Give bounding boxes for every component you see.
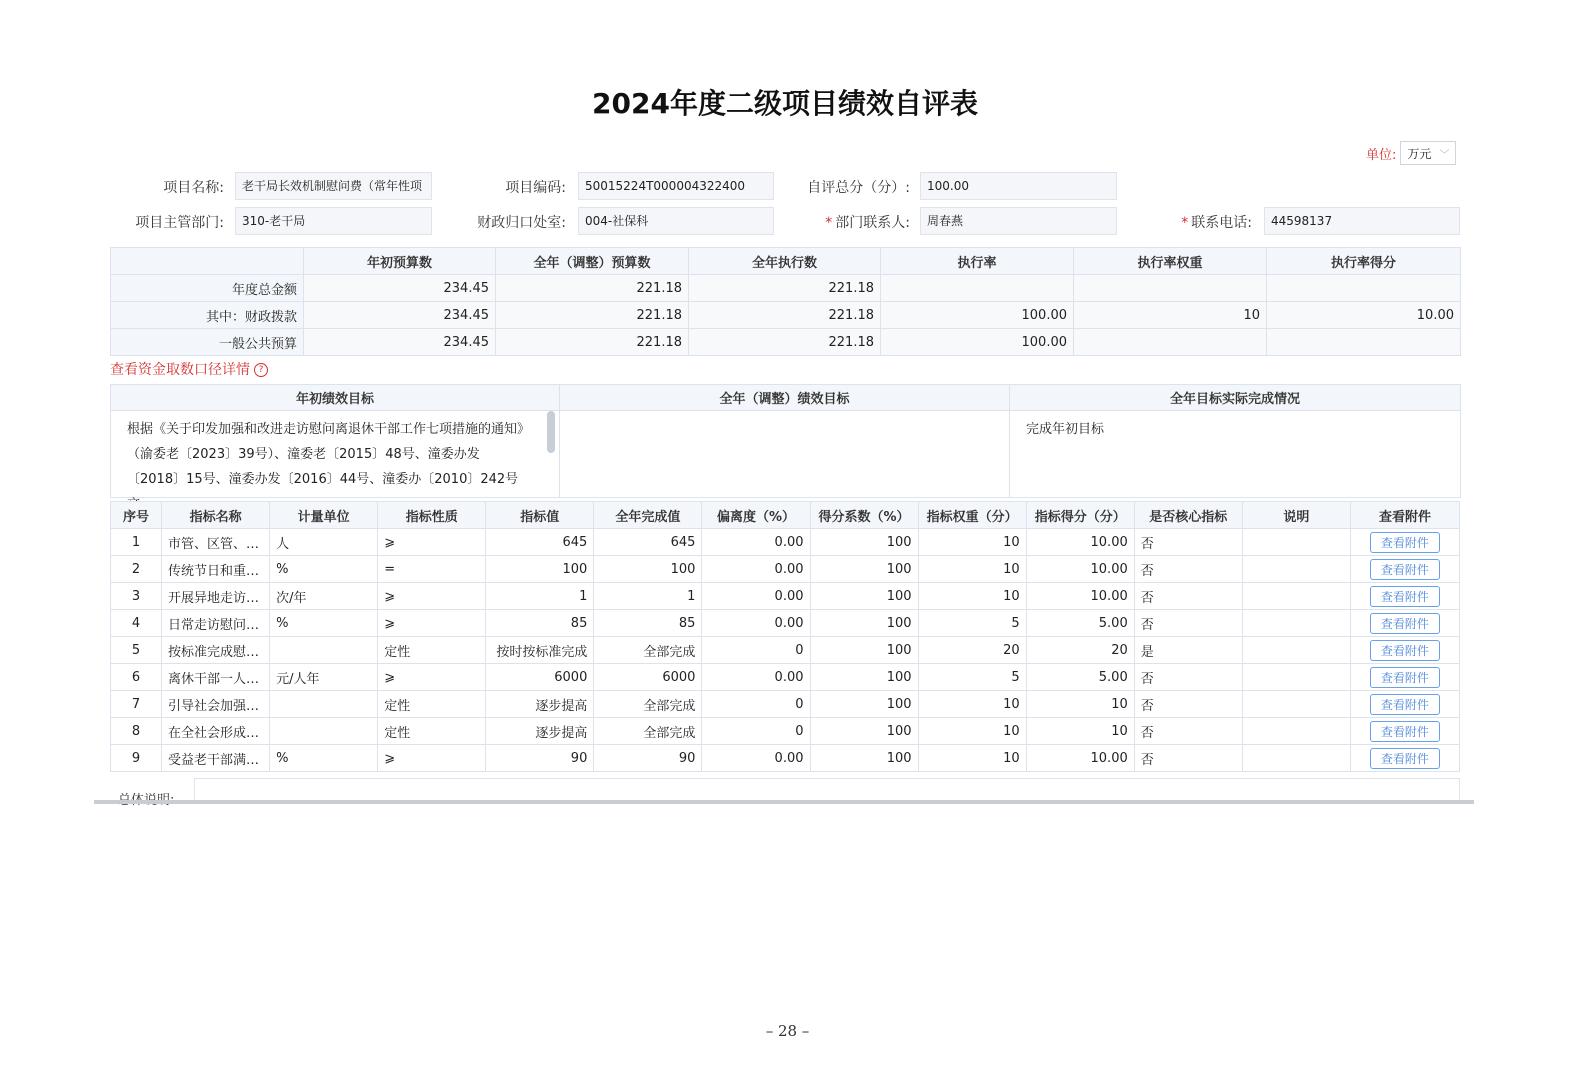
budget-cell: 221.18 — [689, 275, 881, 302]
fund-details-link-text: 查看资金取数口径详情 — [110, 362, 250, 378]
indicator-score-cell: 10 — [1026, 691, 1134, 718]
indicator-name-cell: 开展异地走访… — [162, 583, 270, 610]
indicator-nature-cell: = — [378, 556, 486, 583]
indicator-core-cell: 否 — [1134, 556, 1242, 583]
indicator-dev-cell: 0.00 — [702, 745, 810, 772]
budget-header: 全年（调整）预算数 — [496, 248, 689, 275]
indicator-nature-cell: ⩾ — [378, 583, 486, 610]
indicator-done-cell: 90 — [594, 745, 702, 772]
indicator-nature-cell: 定性 — [378, 691, 486, 718]
indicator-dev-cell: 0.00 — [702, 610, 810, 637]
indicator-header: 指标值 — [486, 502, 594, 529]
project-code-label: 项目编码: — [505, 180, 566, 196]
budget-cell — [1267, 275, 1461, 302]
indicator-header: 指标权重（分） — [918, 502, 1026, 529]
indicator-core-cell: 否 — [1134, 691, 1242, 718]
indicator-weight-cell: 10 — [918, 745, 1026, 772]
contact-field[interactable]: 周春燕 — [920, 207, 1117, 235]
unit-dropdown[interactable] — [1400, 141, 1456, 165]
attachment-cell — [1350, 610, 1459, 637]
indicator-done-cell: 全部完成 — [594, 637, 702, 664]
contact-label-text: 部门联系人: — [835, 215, 910, 231]
indicator-unit-cell — [270, 637, 378, 664]
budget-cell: 10 — [1074, 302, 1267, 329]
indicator-header: 序号 — [111, 502, 162, 529]
unit-value: 万元 — [1407, 146, 1432, 161]
indicator-note-cell — [1242, 664, 1350, 691]
indicator-header: 偏离度（%） — [702, 502, 810, 529]
indicator-weight-cell: 10 — [918, 691, 1026, 718]
indicator-score-cell: 5.00 — [1026, 664, 1134, 691]
indicator-header: 指标性质 — [378, 502, 486, 529]
indicator-name-cell: 市管、区管、… — [162, 529, 270, 556]
indicator-note-cell — [1242, 556, 1350, 583]
budget-cell: 100.00 — [881, 329, 1074, 356]
attachment-cell — [1350, 745, 1459, 772]
budget-cell: 10.00 — [1267, 302, 1461, 329]
indicator-nature-cell: ⩾ — [378, 745, 486, 772]
indicator-header: 查看附件 — [1350, 502, 1459, 529]
goals-header: 全年目标实际完成情况 — [1010, 385, 1461, 411]
department-field[interactable]: 310-老干局 — [235, 207, 432, 235]
indicator-nature-cell: 定性 — [378, 718, 486, 745]
indicator-score-cell: 20 — [1026, 637, 1134, 664]
budget-header: 全年执行数 — [689, 248, 881, 275]
goal-scrollbar[interactable] — [547, 411, 555, 453]
indicator-coef-cell: 100 — [810, 556, 918, 583]
indicator-core-cell: 是 — [1134, 637, 1242, 664]
indicator-nature-cell: ⩾ — [378, 529, 486, 556]
indicator-name-cell: 引导社会加强… — [162, 691, 270, 718]
indicator-done-cell: 6000 — [594, 664, 702, 691]
actual-completion-cell[interactable]: 完成年初目标 — [1010, 411, 1461, 498]
indicator-unit-cell: % — [270, 745, 378, 772]
indicator-row — [111, 745, 1460, 772]
indicator-core-cell: 否 — [1134, 745, 1242, 772]
indicator-no-cell: 7 — [111, 691, 162, 718]
finance-office-label: 财政归口处室: — [477, 215, 566, 231]
budget-cell: 221.18 — [689, 302, 881, 329]
indicator-done-cell: 85 — [594, 610, 702, 637]
budget-cell: 221.18 — [496, 302, 689, 329]
chevron-down-icon: ﹀ — [1439, 149, 1450, 161]
indicator-unit-cell: 次/年 — [270, 583, 378, 610]
attachment-cell — [1350, 664, 1459, 691]
indicator-header: 是否核心指标 — [1134, 502, 1242, 529]
project-name-label: 项目名称: — [163, 180, 224, 196]
indicator-score-cell: 10.00 — [1026, 529, 1134, 556]
question-icon: ? — [254, 363, 268, 377]
indicator-note-cell — [1242, 583, 1350, 610]
budget-header: 执行率得分 — [1267, 248, 1461, 275]
indicator-coef-cell: 100 — [810, 664, 918, 691]
budget-cell: 一般公共预算 — [111, 329, 304, 356]
indicator-unit-cell — [270, 691, 378, 718]
indicator-row — [111, 691, 1460, 718]
phone-field[interactable]: 44598137 — [1264, 207, 1460, 235]
indicator-coef-cell: 100 — [810, 691, 918, 718]
indicator-row — [111, 718, 1460, 745]
indicator-no-cell: 9 — [111, 745, 162, 772]
budget-header: 执行率 — [881, 248, 1074, 275]
indicator-row — [111, 556, 1460, 583]
indicator-dev-cell: 0 — [702, 637, 810, 664]
indicator-score-cell: 10 — [1026, 718, 1134, 745]
indicators-header-row — [111, 502, 1460, 529]
indicator-weight-cell: 10 — [918, 529, 1026, 556]
goals-row — [111, 411, 1461, 498]
indicator-header: 计量单位 — [270, 502, 378, 529]
budget-cell: 234.45 — [304, 275, 496, 302]
indicator-done-cell: 全部完成 — [594, 691, 702, 718]
indicator-core-cell: 否 — [1134, 664, 1242, 691]
budget-header-row — [111, 248, 1461, 275]
finance-office-field[interactable]: 004-社保科 — [578, 207, 774, 235]
indicator-core-cell: 否 — [1134, 610, 1242, 637]
indicator-header: 指标名称 — [162, 502, 270, 529]
indicator-dev-cell: 0.00 — [702, 583, 810, 610]
indicator-name-cell: 按标准完成慰… — [162, 637, 270, 664]
indicator-note-cell — [1242, 745, 1350, 772]
indicator-no-cell: 1 — [111, 529, 162, 556]
indicator-coef-cell: 100 — [810, 718, 918, 745]
indicator-weight-cell: 10 — [918, 583, 1026, 610]
indicator-score-cell: 10.00 — [1026, 556, 1134, 583]
indicator-target-cell: 85 — [486, 610, 594, 637]
indicator-score-cell: 10.00 — [1026, 745, 1134, 772]
budget-header: 年初预算数 — [304, 248, 496, 275]
indicator-weight-cell: 5 — [918, 664, 1026, 691]
indicator-name-cell: 离休干部一人… — [162, 664, 270, 691]
indicator-nature-cell: ⩾ — [378, 610, 486, 637]
view-attachment-button[interactable]: 查看附件 — [1370, 667, 1440, 688]
indicator-target-cell: 按时按标准完成 — [486, 637, 594, 664]
indicator-row — [111, 529, 1460, 556]
indicator-dev-cell: 0.00 — [702, 556, 810, 583]
indicator-weight-cell: 5 — [918, 610, 1026, 637]
indicator-target-cell: 645 — [486, 529, 594, 556]
indicator-dev-cell: 0.00 — [702, 529, 810, 556]
budget-row — [111, 302, 1461, 329]
budget-row — [111, 275, 1461, 302]
indicator-nature-cell: 定性 — [378, 637, 486, 664]
indicator-nature-cell: ⩾ — [378, 664, 486, 691]
budget-header — [111, 248, 304, 275]
self-score-label: 自评总分（分）: — [807, 180, 910, 196]
budget-cell: 234.45 — [304, 329, 496, 356]
attachment-cell — [1350, 718, 1459, 745]
view-attachment-button[interactable]: 查看附件 — [1370, 721, 1440, 742]
indicator-target-cell: 100 — [486, 556, 594, 583]
indicator-name-cell: 日常走访慰问… — [162, 610, 270, 637]
indicator-no-cell: 6 — [111, 664, 162, 691]
indicator-note-cell — [1242, 691, 1350, 718]
indicator-dev-cell: 0.00 — [702, 664, 810, 691]
indicator-coef-cell: 100 — [810, 583, 918, 610]
budget-cell: 221.18 — [496, 329, 689, 356]
budget-cell — [1074, 329, 1267, 356]
divider — [94, 800, 1474, 804]
indicator-done-cell: 645 — [594, 529, 702, 556]
indicator-done-cell: 1 — [594, 583, 702, 610]
attachment-cell — [1350, 529, 1459, 556]
indicator-header: 全年完成值 — [594, 502, 702, 529]
indicator-header: 说明 — [1242, 502, 1350, 529]
project-code-field[interactable]: 50015224T000004322400 — [578, 172, 774, 200]
required-mark: * — [825, 215, 833, 231]
indicator-score-cell: 10.00 — [1026, 583, 1134, 610]
budget-row — [111, 329, 1461, 356]
page-number: – 28 – — [765, 1022, 810, 1040]
budget-cell: 年度总金额 — [111, 275, 304, 302]
unit-selector — [1366, 141, 1456, 165]
project-name-field[interactable]: 老干局长效机制慰问费（常年性项 — [235, 172, 432, 200]
view-attachment-button[interactable]: 查看附件 — [1370, 613, 1440, 634]
indicator-dev-cell: 0 — [702, 691, 810, 718]
indicator-target-cell: 逐步提高 — [486, 718, 594, 745]
phone-label — [1130, 212, 1252, 232]
budget-cell: 221.18 — [689, 329, 881, 356]
indicator-target-cell: 逐步提高 — [486, 691, 594, 718]
indicator-unit-cell: % — [270, 556, 378, 583]
indicator-no-cell: 2 — [111, 556, 162, 583]
indicator-coef-cell: 100 — [810, 529, 918, 556]
indicator-row — [111, 583, 1460, 610]
indicator-done-cell: 100 — [594, 556, 702, 583]
indicator-core-cell: 否 — [1134, 718, 1242, 745]
indicator-header: 指标得分（分） — [1026, 502, 1134, 529]
indicator-unit-cell: % — [270, 610, 378, 637]
fund-details-link[interactable] — [110, 359, 268, 379]
budget-cell — [881, 275, 1074, 302]
goals-header: 年初绩效目标 — [111, 385, 560, 411]
self-score-field[interactable]: 100.00 — [920, 172, 1117, 200]
budget-cell — [1074, 275, 1267, 302]
indicator-coef-cell: 100 — [810, 610, 918, 637]
indicator-target-cell: 1 — [486, 583, 594, 610]
page-title: 2024年度二级项目绩效自评表 — [592, 87, 978, 120]
view-attachment-button[interactable]: 查看附件 — [1370, 532, 1440, 553]
summary-field[interactable] — [194, 778, 1460, 802]
indicator-note-cell — [1242, 529, 1350, 556]
adjusted-goal-cell[interactable] — [560, 411, 1010, 498]
indicator-unit-cell — [270, 718, 378, 745]
indicator-no-cell: 4 — [111, 610, 162, 637]
indicator-weight-cell: 10 — [918, 556, 1026, 583]
phone-label-text: 联系电话: — [1191, 215, 1252, 231]
budget-cell: 100.00 — [881, 302, 1074, 329]
indicator-note-cell — [1242, 637, 1350, 664]
indicator-note-cell — [1242, 718, 1350, 745]
attachment-cell — [1350, 556, 1459, 583]
goals-header-row — [111, 385, 1461, 411]
contact-label — [790, 212, 910, 232]
required-mark: * — [1181, 215, 1189, 231]
indicator-row — [111, 610, 1460, 637]
attachment-cell — [1350, 583, 1459, 610]
indicator-core-cell: 否 — [1134, 529, 1242, 556]
indicator-coef-cell: 100 — [810, 745, 918, 772]
budget-cell: 234.45 — [304, 302, 496, 329]
goals-header: 全年（调整）绩效目标 — [560, 385, 1010, 411]
indicator-weight-cell: 20 — [918, 637, 1026, 664]
indicator-no-cell: 5 — [111, 637, 162, 664]
indicator-target-cell: 90 — [486, 745, 594, 772]
indicator-name-cell: 受益老干部满… — [162, 745, 270, 772]
initial-goal-text: 根据《关于印发加强和改进走访慰问离退休干部工作七项措施的通知》（渝委老〔2023〕39号）、潼委老〔2015〕48号、潼委办发〔2018〕15号、潼委办发〔2016〕44号、潼委办〔2010〕242号 — [127, 422, 524, 487]
indicator-row — [111, 637, 1460, 664]
indicator-no-cell: 8 — [111, 718, 162, 745]
view-attachment-button[interactable]: 查看附件 — [1370, 640, 1440, 661]
indicator-unit-cell: 元/人年 — [270, 664, 378, 691]
indicator-core-cell: 否 — [1134, 583, 1242, 610]
indicator-score-cell: 5.00 — [1026, 610, 1134, 637]
view-attachment-button[interactable]: 查看附件 — [1370, 748, 1440, 769]
budget-cell: 221.18 — [496, 275, 689, 302]
indicator-no-cell: 3 — [111, 583, 162, 610]
view-attachment-button[interactable]: 查看附件 — [1370, 694, 1440, 715]
indicator-target-cell: 6000 — [486, 664, 594, 691]
goals-table — [110, 384, 1461, 498]
attachment-cell — [1350, 691, 1459, 718]
indicators-table — [110, 501, 1460, 772]
indicator-weight-cell: 10 — [918, 718, 1026, 745]
initial-goal-cell[interactable] — [111, 411, 560, 498]
budget-cell: 其中：财政拨款 — [111, 302, 304, 329]
attachment-cell — [1350, 637, 1459, 664]
department-label: 项目主管部门: — [135, 215, 224, 231]
indicator-unit-cell: 人 — [270, 529, 378, 556]
indicator-dev-cell: 0 — [702, 718, 810, 745]
indicator-note-cell — [1242, 610, 1350, 637]
indicator-header: 得分系数（%） — [810, 502, 918, 529]
budget-header: 执行率权重 — [1074, 248, 1267, 275]
unit-label: 单位: — [1366, 147, 1397, 163]
view-attachment-button[interactable]: 查看附件 — [1370, 559, 1440, 580]
indicator-row — [111, 664, 1460, 691]
indicator-done-cell: 全部完成 — [594, 718, 702, 745]
indicator-name-cell: 传统节日和重… — [162, 556, 270, 583]
view-attachment-button[interactable]: 查看附件 — [1370, 586, 1440, 607]
budget-cell — [1267, 329, 1461, 356]
indicator-name-cell: 在全社会形成… — [162, 718, 270, 745]
indicator-coef-cell: 100 — [810, 637, 918, 664]
budget-table — [110, 247, 1461, 356]
